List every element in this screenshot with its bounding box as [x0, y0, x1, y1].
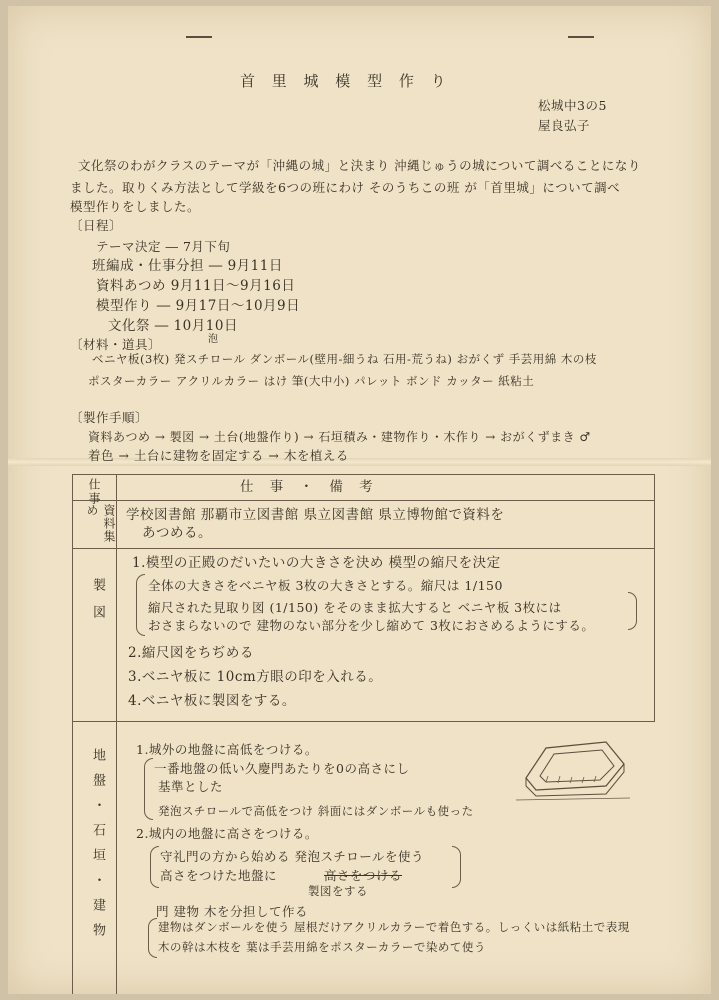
schedule-item: 文化祭 ― 10月10日 [108, 318, 238, 334]
top-mark-right [568, 36, 594, 38]
row2-text: 2.縮尺図をちぢめる [128, 645, 254, 661]
row2-bracket [136, 574, 145, 636]
paper-sheet [8, 6, 711, 994]
table-col2-header: 仕 事 ・ 備 考 [240, 479, 379, 495]
schedule-item: 資料あつめ 9月11日〜9月16日 [96, 278, 296, 294]
row2-text: 1.模型の正殿のだいたいの大きさを決め 模型の縮尺を決定 [132, 555, 501, 571]
row3-text: 木の幹は木枝を 葉は手芸用綿をポスターカラーで染めて使う [158, 940, 486, 954]
table-col-rule [116, 474, 117, 994]
intro-line-2: ました。取りくみ方法として学級を6つの班にわけ そのうちこの班 が「首里城」について調べ [70, 180, 621, 195]
table-row1-rule [72, 548, 654, 549]
row3-text: 高さをつけた地盤に [160, 868, 278, 883]
row2-bracket-right [628, 592, 637, 630]
materials-line-1: ベニヤ板(3枚) 発スチロール ダンボール(壁用-細うね 石用-荒うね) おがくず 手芸用綿 木の枝 [92, 352, 597, 366]
schedule-item: 班編成・仕事分担 ― 9月11日 [92, 258, 283, 274]
row1-text: 学校図書館 那覇市立図書館 県立図書館 県立博物館で資料を [126, 507, 505, 523]
row3-bracket-2-right [452, 846, 461, 888]
top-mark-left [186, 36, 212, 38]
table-top-rule [72, 474, 654, 475]
schedule-item: テーマ決定 ― 7月下旬 [96, 239, 231, 254]
row3-label: 地盤・石垣・建物 [90, 748, 105, 948]
row3-text: 守礼門の方から始める 発泡スチロールを使う [160, 849, 424, 864]
schedule-heading: 〔日程〕 [70, 218, 123, 233]
row3-text: 門 建物 木を分担して作る [156, 904, 308, 919]
row2-label: 製図 [90, 578, 105, 632]
author-name: 屋良弘子 [538, 118, 591, 133]
row3-text: 製図をする [308, 884, 368, 898]
row3-text: 発泡スチロールで高低をつけ 斜面にはダンボールも使った [158, 804, 474, 818]
procedure-heading: 〔製作手順〕 [70, 410, 149, 425]
row2-text: 4.ベニヤ板に製図をする。 [128, 693, 296, 709]
materials-heading: 〔材料・道具〕 [70, 337, 162, 352]
row1-label: 資料集め [85, 504, 116, 543]
row3-text: 1.城外の地盤に高低をつける。 [136, 742, 318, 757]
row3-struck-text: 高さをつける [324, 868, 403, 883]
intro-line-3: 模型作りをしました。 [70, 199, 201, 214]
row3-bracket-2 [150, 846, 159, 888]
row1-text: あつめる。 [142, 525, 212, 541]
materials-insert-note: 泡 [208, 334, 219, 345]
row2-text: 縮尺された見取り図 (1/150) をそのまま拡大すると ベニヤ板 3枚には [148, 600, 562, 615]
row2-text: 全体の大きさをベニヤ板 3枚の大きさとする。縮尺は 1/150 [148, 578, 503, 593]
table-left-rule [72, 474, 73, 994]
schedule-item: 模型作り ― 9月17日〜10月9日 [96, 298, 301, 314]
procedure-line-1: 資料あつめ → 製図 → 土台(地盤作り) → 石垣積み・建物作り・木作り → おがくずまき ♂ [88, 430, 591, 444]
row3-text: 2.城内の地盤に高さをつける。 [136, 826, 318, 841]
table-row2-rule [72, 721, 654, 722]
page-title: 首 里 城 模 型 作 り [240, 72, 452, 90]
table-right-rule [654, 474, 655, 722]
procedure-line-2: 着色 → 土台に建物を固定する → 木を植える [88, 448, 349, 463]
table-col1-header: 仕事 [87, 478, 101, 506]
row3-text: 建物はダンボールを使う 屋根だけアクリルカラーで着色する。しっくいは紙粘土で表現 [158, 920, 630, 934]
castle-sketch-drawing [506, 728, 636, 808]
table-header-rule [72, 500, 654, 501]
row2-text: 3.ベニヤ板に 10cm方眼の印を入れる。 [128, 669, 383, 685]
row2-text: おさまらないので 建物のない部分を少し縮めて 3枚におさめるようにする。 [148, 618, 595, 633]
author-class: 松城中3の5 [538, 98, 607, 113]
row3-bracket [144, 758, 153, 820]
row3-bracket-3 [148, 918, 157, 958]
intro-line-1: 文化祭のわがクラスのテーマが「沖縄の城」と決まり 沖縄じゅうの城について調べることになり [78, 158, 641, 173]
row3-text: 基準とした [158, 779, 224, 794]
row3-text: 一番地盤の低い久慶門あたりを0の高さにし [154, 761, 410, 776]
materials-line-2: ポスターカラー アクリルカラー はけ 筆(大中小) パレット ボンド カッター 紙粘土 [88, 374, 535, 388]
